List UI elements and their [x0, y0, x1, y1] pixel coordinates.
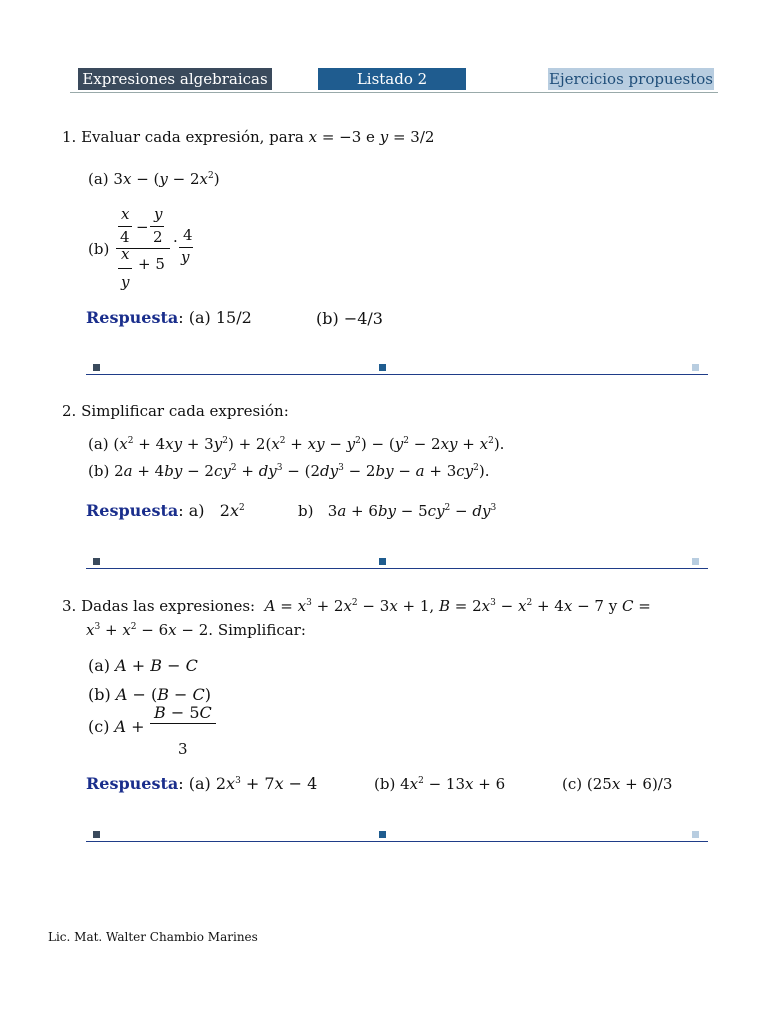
frac-right-den: y — [181, 248, 190, 266]
separator-line-2 — [86, 568, 708, 569]
header-exercises-tab: Ejercicios propuestos — [549, 70, 713, 88]
problem-3c-denominator: 3 — [178, 740, 188, 758]
frac-bar-xy — [118, 268, 132, 269]
frac-num-y: y — [154, 205, 163, 223]
problem-3a: (a) A + B − C — [88, 656, 198, 675]
problem-2b: (b) $2a + 4by - 2cy^2 + dy^3 - (2dy^3 - 2by - a + 3cy^2)$. — [88, 462, 490, 480]
problem-3-answer: Respuesta: (a) $2x^3 + 7x - 4$ — [86, 774, 318, 793]
separator-marker-right — [692, 364, 699, 371]
problem-1-answer-b: (b) −4/3 — [316, 309, 383, 328]
frac-num-x: x — [121, 205, 130, 223]
problem-1-statement: 1. Evaluar cada expresión, para x = −3 e y = 3/2 — [62, 128, 435, 146]
problem-3c-numerator: B − 5C — [154, 703, 212, 722]
problem-1-answer: Respuesta: (a) 15/2 — [86, 308, 252, 327]
problem-1b-label: (b) — [88, 240, 110, 258]
separator-line-3 — [86, 841, 708, 842]
problem-3-statement: 3. Dadas las expresiones: $A = x^3 + 2x^2 - 3x + 1$, $B = 2x^3 - x^2 + 4x - 7$ y C = — [62, 597, 651, 615]
problem-2-answer: Respuesta: a) $2x^2$ — [86, 501, 245, 520]
frac-bar-x4 — [118, 226, 132, 227]
separator-marker-left — [93, 558, 100, 565]
frac-right-num: 4 — [183, 226, 193, 244]
problem-2-answer-b: b) $3a + 6by - 5cy^2 - dy^3$ — [298, 502, 497, 520]
footer-author: Lic. Mat. Walter Chambio Marines — [48, 930, 258, 944]
separator-marker-middle — [379, 558, 386, 565]
separator-marker-right — [692, 558, 699, 565]
problem-3c: (c) A + — [88, 717, 145, 736]
header-list-tab: Listado 2 — [318, 68, 466, 90]
frac-den-plus5: + 5 — [138, 255, 165, 273]
header-topic-tab: Expresiones algebraicas — [78, 68, 272, 90]
separator-marker-right — [692, 831, 699, 838]
problem-3-statement-line2: $x^3 + x^2 - 6x - 2$. Simplificar: — [86, 621, 306, 639]
separator-marker-left — [93, 364, 100, 371]
frac-dot: · — [173, 232, 178, 250]
separator-marker-middle — [379, 364, 386, 371]
frac-den-x: x — [121, 245, 130, 263]
frac-den-y: y — [121, 273, 130, 291]
frac-num-4: 4 — [120, 228, 130, 246]
frac-bar-y2 — [150, 226, 164, 227]
separator-marker-middle — [379, 831, 386, 838]
header-divider — [70, 92, 718, 93]
problem-3b: (b) A − (B − C) — [88, 685, 212, 704]
frac-num-2: 2 — [153, 228, 163, 246]
problem-2a: (a) $(x^2 + 4xy + 3y^2) + 2(x^2$ + xy − $y^2) - (y^2 - 2xy + x^2)$. — [88, 435, 505, 453]
problem-2-statement: 2. Simplificar cada expresión: — [62, 402, 289, 420]
frac-minus: − — [136, 218, 149, 236]
problem-3c-fraction-bar — [150, 723, 216, 724]
problem-1a: (a) $3x - (y - 2x^2)$ — [88, 170, 220, 188]
separator-line-1 — [86, 374, 708, 375]
separator-marker-left — [93, 831, 100, 838]
problem-3-answer-c: (c) (25x + 6)/3 — [562, 775, 673, 793]
problem-3-answer-b: (b) $4x^2 - 13x + 6$ — [374, 775, 506, 793]
